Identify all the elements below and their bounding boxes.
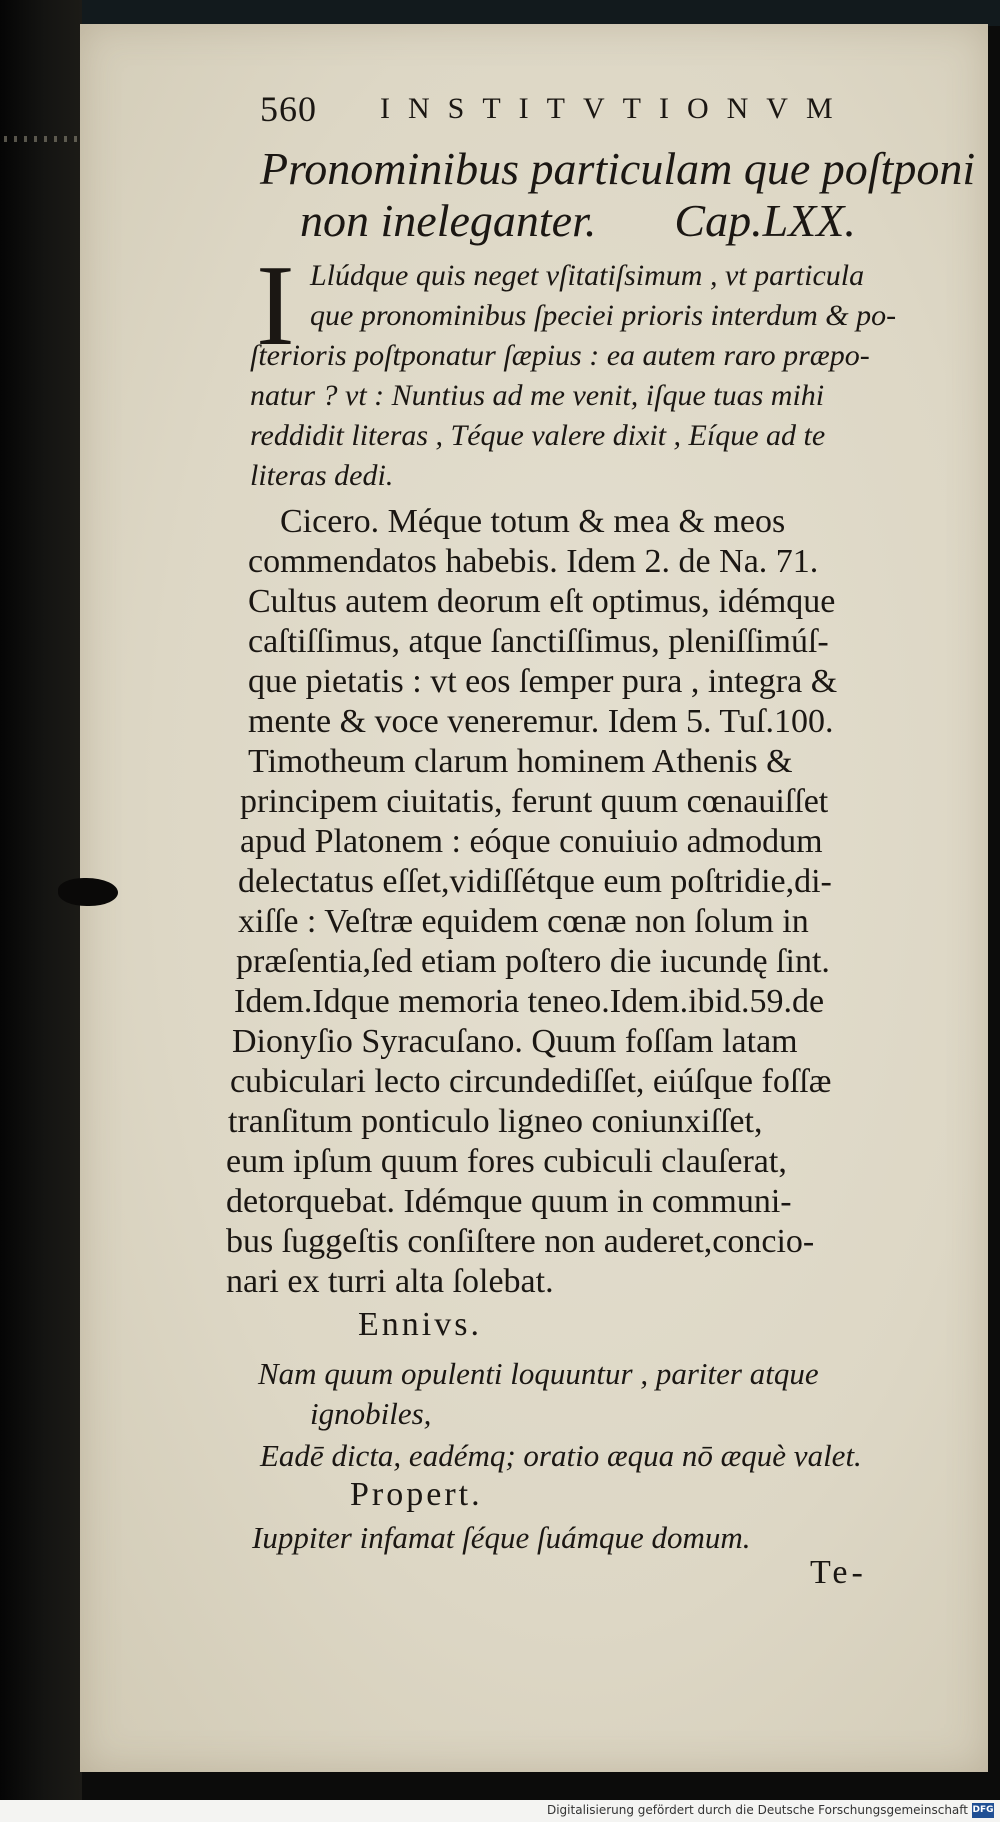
body-line: que pietatis : vt eos ſemper pura , integra & [248,663,838,700]
body-line: Cultus autem deorum eſt optimus, idémque [248,583,836,620]
drop-cap: I [256,242,295,370]
intro-line: Llúdque quis neget vſitatiſsimum , vt particula [310,259,865,292]
body-line: bus ſuggeſtis conſiſtere non auderet,concio- [226,1223,815,1260]
body-line: xiſſe : Veſtræ equidem cœnæ non ſolum in [238,903,809,940]
chapter-number: Cap.LXX. [674,195,856,246]
chapter-title: Pronominibus particulam que poſtponi [260,143,976,194]
body-line: delectatus eſſet,vidiſſétque eum poſtridie,di- [238,863,832,900]
intro-line: ſterioris poſtponatur ſæpius : ea autem raro præpo- [250,339,870,372]
intro-line: reddidit literas , Téque valere dixit , Eíque ad te [250,419,826,452]
body-line: apud Platonem : eóque conuiuio admodum [240,823,823,860]
body-line: tranſitum ponticulo ligneo coniunxiſſet, [228,1103,763,1140]
body-line: principem ciuitatis, ferunt quum cœnauiſſet [240,783,829,820]
author-ennius: Ennivs. [358,1306,482,1343]
verse-line: Eadē dicta, eadémq; oratio æqua nō æquè valet. [260,1438,862,1473]
page-number: 560 [260,89,317,129]
body-line: mente & voce veneremur. Idem 5. Tuſ.100. [248,703,834,740]
binding-stitching [4,136,78,142]
body-line: Idem.Idque memoria teneo.Idem.ibid.59.de [234,983,825,1020]
chapter-title-line2 [300,194,856,247]
scan-top-strip [0,0,1000,26]
body-line: Cicero. Méque totum & mea & meos [280,503,786,540]
intro-line: que pronominibus ſpeciei prioris interdum & po- [310,299,897,332]
body-line: caſtiſſimus, atque ſanctiſſimus, pleniſſimúſ- [248,623,829,660]
dfg-logo: DFG [972,1803,994,1818]
body-line: præſentia,ſed etiam poſtero die iucundę ſint. [236,943,830,980]
catchword: Te- [810,1554,867,1591]
ink-blot [58,878,118,906]
footer-credit: Digitalisierung gefördert durch die Deutsche Forschungsgemeinschaft [546,1803,968,1817]
body-line: commendatos habebis. Idem 2. de Na. 71. [248,543,819,580]
body-line: Timotheum clarum hominem Athenis & [248,743,793,780]
author-propert: Propert. [350,1476,483,1513]
body-line: detorquebat. Idémque quum in communi- [226,1183,792,1220]
body-line: Dionyſio Syracuſano. Quum foſſam latam [232,1023,798,1060]
footer-bar [0,1800,1000,1822]
intro-line: natur ? vt : Nuntius ad me venit, iſque tuas mihi [250,379,825,412]
verse-line: ignobiles, [310,1396,432,1431]
body-line: nari ex turri alta ſolebat. [226,1263,554,1300]
intro-line: literas dedi. [250,459,394,492]
body-line: eum ipſum quum fores cubiculi clauſerat, [226,1143,787,1180]
body-line: cubiculari lecto circundediſſet, eiúſque foſſæ [230,1063,832,1100]
book-page [80,24,988,1772]
verse-line: Iuppiter infamat ſéque ſuámque domum. [252,1520,751,1555]
chapter-title-cont: non ineleganter. [300,195,597,246]
running-head: INSTITVTIONVM [380,92,851,125]
verse-line: Nam quum opulenti loquuntur , pariter atque [258,1356,819,1391]
